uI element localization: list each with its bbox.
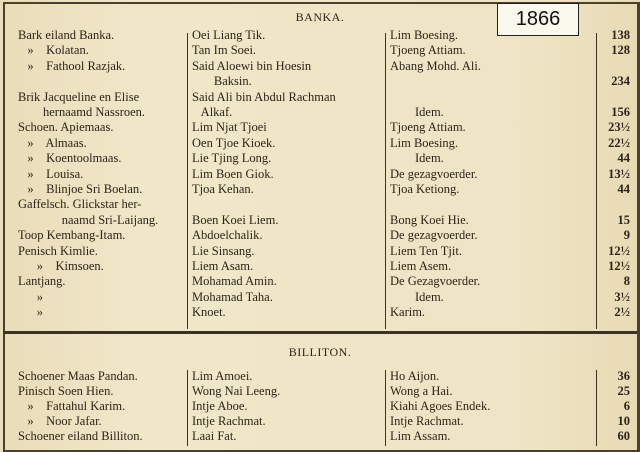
owner-name: Liem Ten Tjit. — [390, 243, 462, 258]
table-row — [0, 399, 640, 414]
vessel-name: Schoen. Apiemaas. — [18, 120, 114, 135]
owner-name: Abang Mohd. Ali. — [390, 58, 481, 73]
table-row — [0, 197, 640, 212]
section-title-billiton: BILLITON. — [288, 345, 352, 359]
captain-name: Lim Njat Tjoei — [192, 120, 267, 135]
owner-name: Wong a Hai. — [390, 384, 453, 399]
vessel-name: Bark eiland Banka. — [18, 28, 115, 42]
table-row — [0, 182, 640, 197]
vessel-name: Pinisch Soen Hien. — [18, 384, 114, 399]
owner-name: Lim Assam. — [390, 429, 451, 444]
tonnage: 9 — [623, 228, 630, 243]
captain-name: Alkaf. — [192, 105, 233, 119]
vessel-name: Toop Kembang-Itam. — [18, 228, 126, 243]
vessel-name: » — [18, 305, 43, 320]
owner-name: Tjoeng Attiam. — [390, 43, 466, 58]
table-row — [0, 384, 640, 399]
tonnage: 6 — [623, 399, 630, 414]
table-row — [0, 167, 640, 182]
tonnage: 128 — [611, 43, 630, 58]
vessel-name: » Koentoolmaas. — [18, 151, 122, 166]
tonnage: 60 — [617, 429, 630, 444]
owner-name: De gezagvoerder. — [390, 166, 478, 181]
table-row — [0, 74, 640, 89]
captain-name: Oei Liang Tik. — [192, 28, 266, 42]
owner-name: Bong Koei Hie. — [390, 212, 469, 227]
captain-name: Oen Tjoe Kioek. — [192, 135, 276, 150]
vessel-name: naamd Sri-Laijang. — [18, 212, 159, 227]
captain-name: Lim Amoei. — [192, 369, 253, 383]
tonnage: 15 — [617, 212, 630, 227]
table-row — [0, 259, 640, 274]
captain-name: Mohamad Amin. — [192, 274, 277, 289]
owner-name: Intje Rachmat. — [390, 414, 464, 429]
table-row — [0, 59, 640, 74]
tonnage: 138 — [611, 28, 630, 42]
captain-name: Said Ali bin Abdul Rachman — [192, 89, 336, 104]
owner-name: Lim Boesing. — [390, 135, 459, 150]
tonnage: 12½ — [608, 259, 630, 273]
captain-name: Tan Im Soei. — [192, 43, 257, 58]
section-divider — [3, 331, 637, 334]
captain-name: Said Aloewi bin Hoesin — [192, 58, 312, 73]
owner-name: Idem. — [390, 105, 444, 119]
table-row — [0, 120, 640, 135]
vessel-name: » Louisa. — [18, 166, 84, 181]
captain-name: Intje Rachmat. — [192, 414, 266, 429]
captain-name: Laai Fat. — [192, 429, 237, 444]
vessel-name: » Almaas. — [18, 135, 87, 150]
owner-name: Karim. — [390, 305, 426, 320]
owner-name: Idem. — [390, 289, 444, 304]
tonnage: 10 — [617, 414, 630, 429]
owner-name: Idem. — [390, 151, 444, 166]
table-row — [0, 105, 640, 120]
vessel-name: Schoener eiland Billiton. — [18, 429, 143, 444]
vessel-name: » Kolatan. — [18, 43, 89, 58]
owner-name: Lim Boesing. — [390, 28, 459, 42]
vessel-name: » Noor Jafar. — [18, 414, 102, 429]
tonnage: 13½ — [608, 166, 630, 181]
tonnage: 36 — [617, 369, 630, 383]
table-row — [0, 305, 640, 320]
captain-name: Abdoelchalik. — [192, 228, 263, 243]
owner-name: Tjoa Ketiong. — [390, 182, 460, 196]
owner-name: Liem Asem. — [390, 259, 452, 273]
vessel-name: Gaffelsch. Glickstar her- — [18, 197, 142, 212]
table-row — [0, 369, 640, 384]
table-row — [0, 90, 640, 105]
year-label: 1866 — [497, 3, 579, 36]
table-row — [0, 43, 640, 58]
table-row — [0, 429, 640, 444]
captain-name: Tjoa Kehan. — [192, 182, 254, 196]
captain-name: Wong Nai Leeng. — [192, 384, 281, 399]
table-row — [0, 274, 640, 289]
tonnage: 3½ — [614, 289, 630, 304]
captain-name: Lim Boen Giok. — [192, 166, 274, 181]
vessel-name: Schoener Maas Pandan. — [18, 369, 138, 383]
tonnage: 23½ — [608, 120, 630, 135]
vessel-name: Lantjang. — [18, 274, 66, 289]
tonnage: 44 — [617, 151, 630, 166]
captain-name: Baksin. — [192, 74, 252, 89]
captain-name: Knoet. — [192, 305, 226, 320]
vessel-name: Brik Jacqueline en Elise — [18, 89, 140, 104]
vessel-name: Penisch Kimlie. — [18, 243, 98, 258]
table-row — [0, 136, 640, 151]
owner-name: Kiahi Agoes Endek. — [390, 399, 491, 414]
captain-name: Lie Tjing Long. — [192, 151, 272, 166]
vessel-name: » Kimsoen. — [18, 259, 104, 273]
table-row — [0, 228, 640, 243]
table-row — [0, 28, 640, 43]
captain-name: Boen Koei Liem. — [192, 212, 279, 227]
captain-name: Intje Aboe. — [192, 399, 248, 414]
tonnage: 44 — [617, 182, 630, 196]
tonnage: 8 — [623, 274, 630, 289]
table-row — [0, 213, 640, 228]
captain-name: Lie Sinsang. — [192, 243, 255, 258]
table-row — [0, 151, 640, 166]
captain-name: Mohamad Taha. — [192, 289, 273, 304]
vessel-name: » Fathool Razjak. — [18, 58, 126, 73]
tonnage: 25 — [617, 384, 630, 399]
vessel-name: » Blinjoe Sri Boelan. — [18, 182, 143, 196]
tonnage: 22½ — [608, 135, 630, 150]
table-row — [0, 290, 640, 305]
tonnage: 12½ — [608, 243, 630, 258]
captain-name: Liem Asam. — [192, 259, 254, 273]
table-row — [0, 244, 640, 259]
vessel-name: » Fattahul Karim. — [18, 399, 126, 414]
tonnage: 2½ — [614, 305, 630, 320]
vessel-name: hernaamd Nassroen. — [18, 105, 146, 119]
table-row — [0, 414, 640, 429]
owner-name: De Gezagvoerder. — [390, 274, 481, 289]
section-title-banka: BANKA. — [295, 10, 345, 24]
owner-name: Tjoeng Attiam. — [390, 120, 466, 135]
tonnage: 234 — [611, 74, 630, 89]
tonnage: 156 — [611, 105, 630, 119]
owner-name: De gezagvoerder. — [390, 228, 478, 243]
vessel-name: » — [18, 289, 43, 304]
owner-name: Ho Aijon. — [390, 369, 440, 383]
